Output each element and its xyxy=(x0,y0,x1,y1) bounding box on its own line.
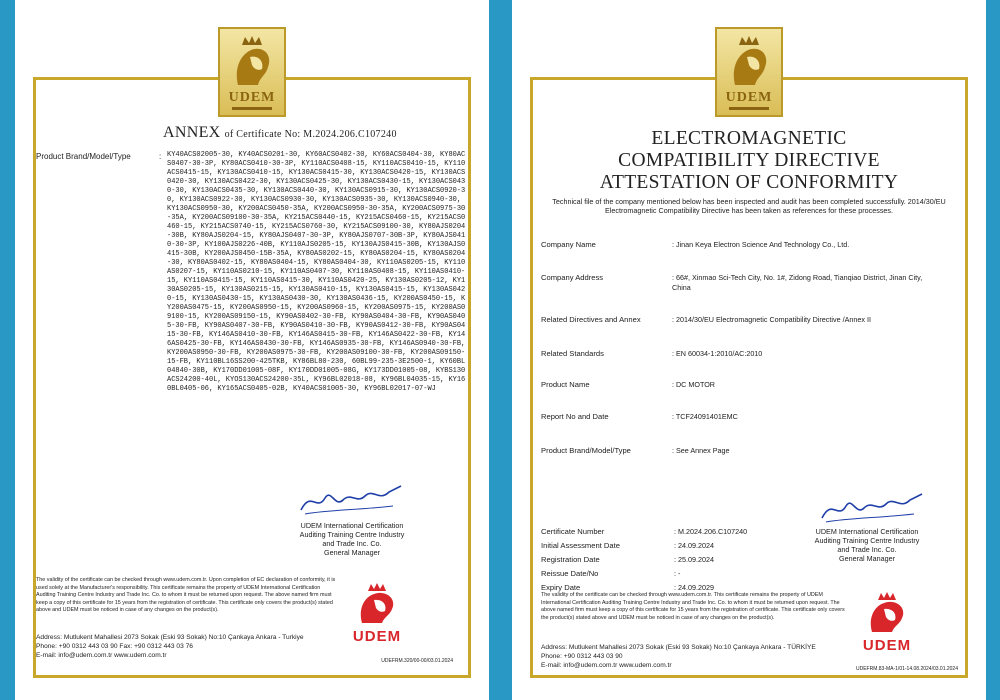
cert-value: : 24.09.2024 xyxy=(674,541,714,550)
red-logo-text: UDEM xyxy=(352,628,402,645)
footer-contact xyxy=(541,643,861,670)
cert-label: Expiry Date xyxy=(541,583,581,592)
signature-icon xyxy=(297,480,407,520)
sig-line: Auditing Training Centre Industry xyxy=(814,536,920,545)
row-label: Company Address xyxy=(541,273,604,282)
title-line: ATTESTATION OF CONFORMITY xyxy=(599,172,899,193)
row-label: Related Standards xyxy=(541,349,604,358)
row-label: Product Name xyxy=(541,380,590,389)
signature-icon xyxy=(818,488,928,528)
annex-title xyxy=(163,124,397,142)
row-label: Company Name xyxy=(541,240,596,249)
title-line: ELECTROMAGNETIC xyxy=(651,128,847,149)
cert-label: Reissue Date/No xyxy=(541,569,599,578)
signature-block xyxy=(277,521,427,557)
sig-line: and Trade Inc. Co. xyxy=(837,545,897,554)
validity-fine-print: The validity of the certificate can be checked through www.udem.com.tr. This certificate remains the property of UDEM International Certification Auditing Training Centre Industry and Trade Inc. Co. to whom it must be returned upon request. The above named firm must keep a copy of this certificate for 15 years from the registration of certificate. This certificate only covers the product(s) stated above and UDEM must be noticed in case of any changes on the product(s). xyxy=(541,592,845,621)
product-sep: : xyxy=(159,152,162,161)
cert-label: Initial Assessment Date xyxy=(541,541,620,550)
row-label: Report No and Date xyxy=(541,412,609,421)
form-code: UDEFRM.83-MA-1/01-14.08.2024/03.01.2024 xyxy=(855,666,958,672)
footer-contact xyxy=(36,633,356,660)
cert-value: : - xyxy=(674,569,681,578)
logo-brand-text: UDEM xyxy=(228,90,276,105)
sig-line: Auditing Training Centre Industry xyxy=(299,530,405,539)
row-value: : 66#, Xinmao Sci-Tech City, No. 1#, Zidong Road, Tianqiao District, Jinan City, China xyxy=(672,273,923,292)
row-value: : TCF24091401EMC xyxy=(672,412,738,421)
lion-crown-icon xyxy=(725,35,773,87)
logo-brand-text: UDEM xyxy=(725,90,773,105)
row-value: : DC MOTOR xyxy=(672,380,715,389)
row-value: : EN 60034-1:2010/AC:2010 xyxy=(672,349,763,358)
cert-label: Certificate Number xyxy=(541,527,605,536)
sig-line: General Manager xyxy=(324,548,380,557)
cert-value: : M.2024.206.C107240 xyxy=(674,527,748,536)
sig-line: and Trade Inc. Co. xyxy=(322,539,382,548)
emc-attestation-page xyxy=(512,0,986,700)
row-value: : 2014/30/EU Electromagnetic Compatibility Directive /Annex II xyxy=(672,315,871,324)
signature-block xyxy=(792,527,942,563)
footer-phone: Phone: +90 0312 443 03 90 Fax: +90 0312 443 03 76 xyxy=(36,643,193,650)
logo-ribbon xyxy=(232,107,272,110)
red-udem-logo xyxy=(852,592,922,654)
red-lion-icon xyxy=(864,592,910,632)
lion-crown-icon xyxy=(228,35,276,87)
product-label: Product Brand/Model/Type xyxy=(36,152,131,161)
footer-email: E-mail: info@udem.com.tr www.udem.com.tr xyxy=(541,662,672,669)
footer-email: E-mail: info@udem.com.tr www.udem.com.tr xyxy=(36,652,167,659)
title-line: COMPATIBILITY DIRECTIVE xyxy=(618,150,880,171)
annex-certificate-no: of Certificate No: M.2024.206.C107240 xyxy=(224,129,397,140)
annex-heading: ANNEX xyxy=(163,124,221,141)
emc-title xyxy=(532,128,966,194)
logo-ribbon xyxy=(729,107,769,110)
row-value: : See Annex Page xyxy=(672,446,730,455)
sig-line: UDEM International Certification xyxy=(300,521,404,530)
annex-page xyxy=(15,0,489,700)
row-label: Product Brand/Model/Type xyxy=(541,446,631,455)
cert-value: : 24.09.2029 xyxy=(674,583,714,592)
footer-address: Address: Mutlukent Mahallesi 2073 Sokak (Eski 93 Sokak) No:10 Çankaya Ankara - TÜRKİYE xyxy=(541,644,816,651)
model-list: KY40ACS02005-30, KY40ACS0201-30, KY60ACS0402-30, KY60ACS0404-30, KY80ACS0407-30-3P, KY80ACS0410-30-3P, KY110ACS0408-15, KY110ACS0410-15, KY110ACS0415-15, KY130ACS0410-15, KY130ACS0415-30, KY130ACS0420-15, KY130ACS0420-30, KY130ACS0422-30, KY130ACS0425-30, KY130ACS0430-15, KY130ACS0430-30, KY130ACS0435-30, KY130ACS0440-30, KY130ACS0915-30, KY130ACS0920-30, KY130ACS0922-30, KY130ACS0930-30, KY130ACS0935-30, KY130ACS0940-30, KY130ACS0950-30, KY200ACS0450-35A, KY200ACS0950-30-35A, KY200ACS0975-30-35A, KY200ACS09100-30-35A, KY215ACS0440-15, KY215ACS0460-15, KY215ACS0460-15, KY215ACS0740-15, KY215ACS0760-30, KY215ACS09100-30, KY80AJS0204-30B, KY80AJS0204-15, KY80AJS0407-30-3P, KY80AJS0707-30B-3P, KY80AJS0410-30-3P, KY100AJS0226-40B, KY110AJS0205-15, KY130AJS0415-30B, KY130AJS0415-30B, KY200AJS0450-15B-35A, KY80AS0202-15, KY80AS0204-15, KY80AS0204-30, KY80AS0402-15, KY80AS0404-15, KY80AS0404-30, KY110AS0205-15, KY110AS0207-15, KY110AS0210-15, KY110AS0407-30, KY110AS0408-15, KY110AS0410-15, KY110AS0415-15, KY110AS0415-30, KY110AS0420-25, KY130AS0205-12, KY130AS0205-15, KY130AS0215-15, KY130AS0410-15, KY130AS0415-15, KY130AS0420-15, KY130AS0430-15, KY130AS0430-30, KY130AS0436-15, KY200AS0450-15, KY200AS0475-15, KY200AS0950-15, KY200AS0960-15, KY200AS0975-15, KY200AS09100-15, KY200AS09150-15, KY90AS0402-30-FB, KY90AS0404-30-FB, KY90AS0405-30-FB, KY90AS0407-30-FB, KY90AS0410-30-FB, KY90AS0412-30-FB, KY90AS0415-30-FB, KY146AS0410-30-FB, KY146AS0415-30-FB, KY146AS0422-30-FB, KY146AS0425-30-FB, KY146AS0430-30-FB, KY146AS0935-30-FB, KY146AS0940-30-FB, KY200AS0950-30-FB, KY200AS0975-30-FB, KY200AS09100-30-FB, KY200AS09150-15-FB, KY110BL16SS200-425TKB, KY86BL80-230, 60BL99-235-3E2500-1, KY60BL04840-30B, KY170DD01005-08F, KY170DD01005-08G, KY173DD01005-08, KYBS130ACS24200-40L, KYOS130ACS24200-35L, KY96BL02018-08, KY96BL04035-15, KY160BL0405-06, KY165ACS0405-02B, KY40ACS01005-30, KY96BL02017-07-WJ xyxy=(167,151,470,393)
red-lion-icon xyxy=(354,583,400,623)
emc-subtitle: Technical file of the company mentioned below has been inspected and audit has been completed successfully. 2014/30/EU Electromagnetic Compatibility Directive has been taken as references for these processes. xyxy=(552,197,946,215)
footer-address: Address: Mutlukent Mahallesi 2073 Sokak (Eski 93 Sokak) No:10 Çankaya Ankara - Turkiye xyxy=(36,634,304,641)
form-code: UDEFRM.320/00-00/03.01.2024 xyxy=(381,658,453,664)
red-logo-text: UDEM xyxy=(862,637,912,654)
udem-logo xyxy=(715,27,783,117)
udem-logo xyxy=(218,27,286,117)
row-value: : Jinan Keya Electron Science And Technology Co., Ltd. xyxy=(672,240,850,249)
cert-value: : 25.09.2024 xyxy=(674,555,714,564)
cert-label: Registration Date xyxy=(541,555,600,564)
sig-line: UDEM International Certification xyxy=(815,527,919,536)
sig-line: General Manager xyxy=(839,554,895,563)
validity-fine-print: The validity of the certificate can be checked through www.udem.com.tr. Upon completion of EC declaration of conformity, it is used solely at the Manufacturer's responsibility. This certificate remains the property of UDEM International Certification Auditing Training Centre Industry and Trade Inc. Co. to whom it must be returned upon request. The above named firm must keep a copy of this certificate for 15 years from the registration of certificate. This certificate only covers the product(s) stated above and UDEM must be noticed in case of any changes on the product(s). xyxy=(36,577,336,614)
footer-phone: Phone: +90 0312 443 03 90 xyxy=(541,653,623,660)
row-label: Related Directives and Annex xyxy=(541,315,641,324)
